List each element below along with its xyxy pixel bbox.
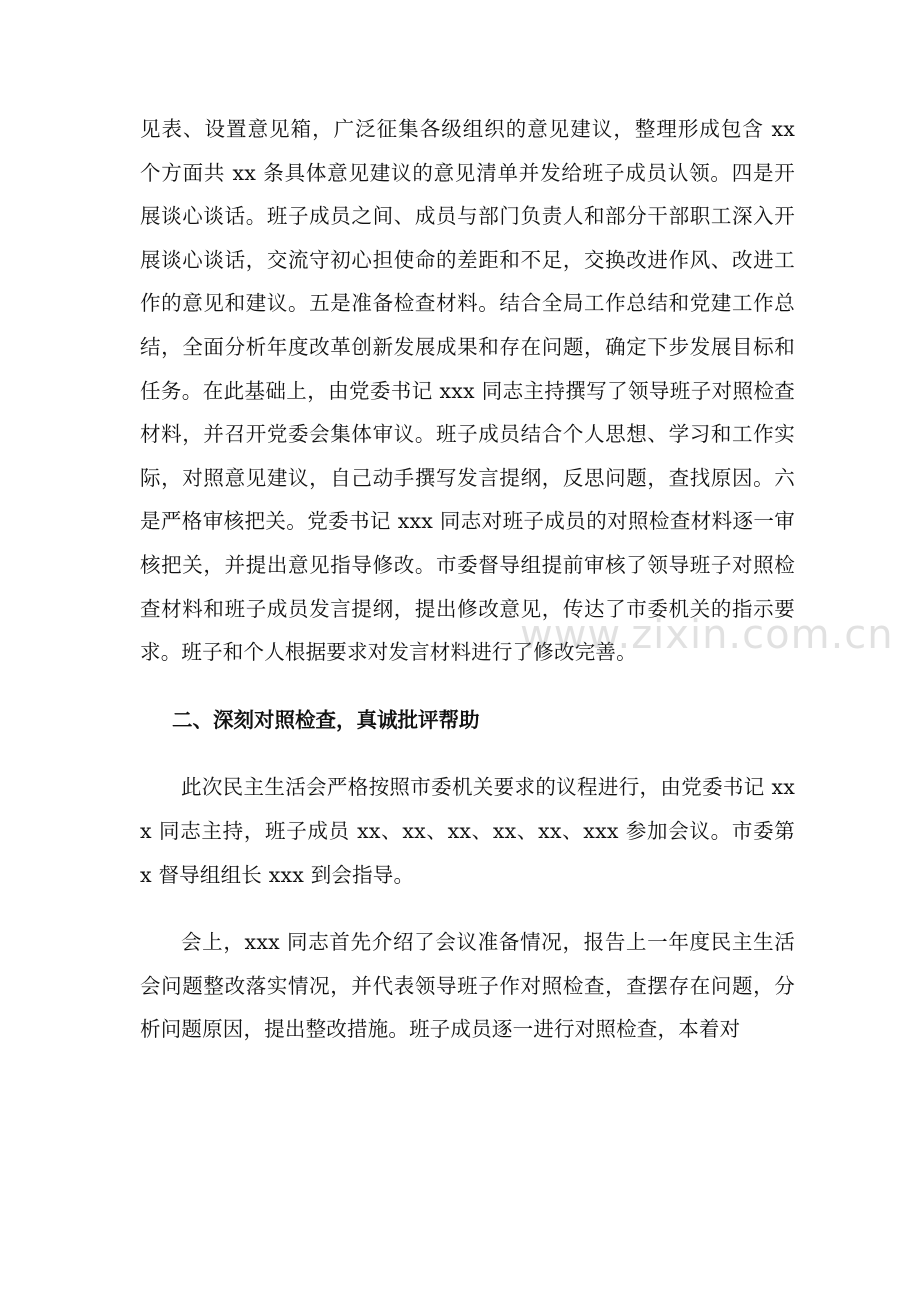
section-heading: 二、深刻对照检查，真诚批评帮助 [172,707,480,732]
paragraph-meeting-content: 会上，xxx 同志首先介绍了会议准备情况，报告上一年度民主生活会问题整改落实情况，并代表领导班子作对照检查，查摆存在问题，分析问题原因，提出整改措施。班子成员逐一进行对照检查，本着对 [140,930,795,1042]
paragraph-meeting-agenda: 此次民主生活会严格按照市委机关要求的议程进行，由党委书记 xxx 同志主持，班子成员 xx、xx、xx、xx、xx、xxx 参加会议。市委第 x 督导组组长 xxx 到会指导。 [140,775,795,887]
document-body [140,108,795,1052]
paragraph-continuation: 见表、设置意见箱，广泛征集各级组织的意见建议，整理形成包含 xx 个方面共 xx 条具体意见建议的意见清单并发给班子成员认领。四是开展谈心谈话。班子成员之间、成员与部门负责人和部分干部职工深入开展谈心谈话，交流守初心担使命的差距和不足，交换改进作风、改进工作的意见和建议。五是准备检查材料。结合全局工作总结和党建工作总结，全面分析年度改革创新发展成果和存在问题，确定下步发展目标和任务。在此基础上，由党委书记 xxx 同志主持撰写了领导班子对照检查材料，并召开党委会集体审议。班子成员结合个人思想、学习和工作实际，对照意见建议，自己动手撰写发言提纲，反思问题，查找原因。六是严格审核把关。党委书记 xxx 同志对班子成员的对照检查材料逐一审核把关，并提出意见指导修改。市委督导组提前审核了领导班子对照检查材料和班子成员发言提纲，提出修改意见，传达了市委机关的指示要求。班子和个人根据要求对发言材料进行了修改完善。 [140,117,795,665]
watermark-logo: www.zixin.com.cn [520,612,894,658]
